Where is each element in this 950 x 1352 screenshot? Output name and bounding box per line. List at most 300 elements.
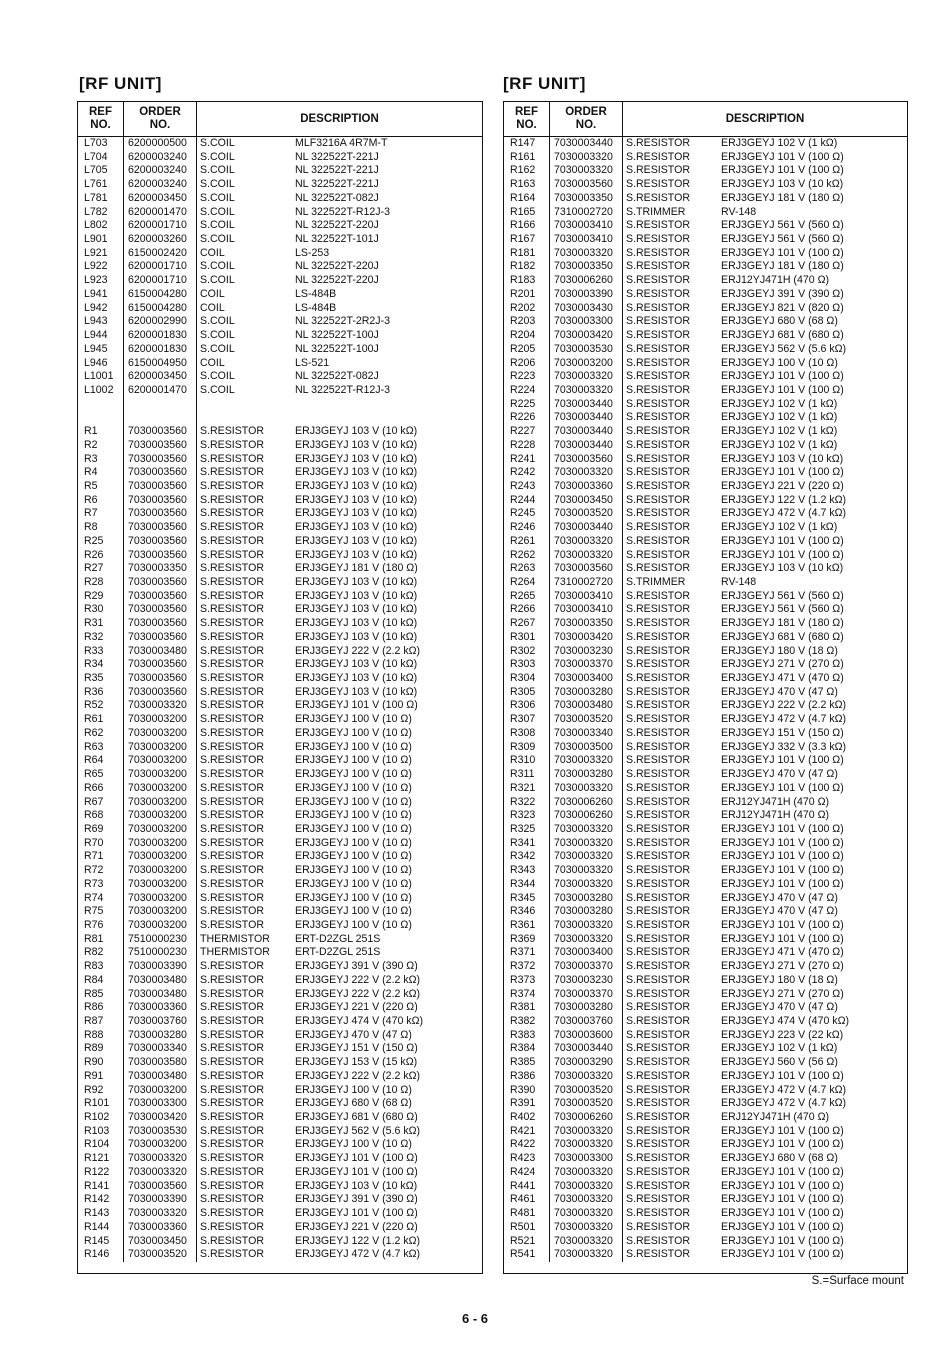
part-type-cell: S.RESISTOR (626, 246, 690, 259)
order-no-cell: 7030003560 (128, 576, 187, 588)
ref-no-cell (84, 411, 123, 425)
part-value-cell: ERJ3GEYJ 470 V (47 Ω) (721, 1001, 838, 1014)
part-type-cell: S.RESISTOR (626, 1220, 690, 1233)
part-type-cell: S.RESISTOR (626, 521, 690, 534)
ref-no-cell: R181 (510, 246, 536, 259)
ref-no-cell: R361 (510, 918, 536, 931)
part-value-cell: ERJ3GEYJ 100 V (10 Ω) (295, 891, 412, 904)
part-value-cell: ERJ3GEYJ 100 V (10 Ω) (295, 768, 412, 781)
part-value-cell: ERJ12YJ471H (470 Ω) (721, 795, 830, 808)
ref-no-cell: R66 (84, 781, 104, 794)
part-type-cell: S.RESISTOR (626, 809, 690, 822)
ref-no-cell: R390 (510, 1083, 536, 1096)
part-value-cell: ERJ3GEYJ 100 V (10 Ω) (295, 864, 412, 877)
part-value-cell: ERJ3GEYJ 101 V (100 Ω) (295, 1207, 418, 1220)
ref-no-cell: L802 (84, 219, 108, 232)
ref-no-cell: L946 (84, 356, 108, 369)
part-value-cell: ERJ3GEYJ 101 V (100 Ω) (721, 850, 844, 863)
order-no-cell: 7030003560 (554, 562, 613, 575)
order-no-cell: 7030006260 (554, 274, 613, 287)
order-no-cell: 7030003200 (128, 822, 187, 835)
order-no-cell: 7030003200 (128, 713, 187, 726)
part-value-cell: ERJ3GEYJ 101 V (100 Ω) (721, 1234, 844, 1247)
part-type-cell: S.RESISTOR (200, 1069, 264, 1082)
ref-no-cell: R383 (510, 1028, 536, 1041)
part-type-cell: S.RESISTOR (626, 795, 690, 808)
ref-no-cell: R25 (84, 534, 104, 547)
part-type-cell: S.RESISTOR (200, 1165, 264, 1178)
part-type-cell: S.RESISTOR (200, 493, 264, 506)
part-type-cell (200, 398, 295, 412)
part-value-cell: LS-484B (295, 287, 337, 300)
order-no-header: ORDER NO. (124, 102, 197, 136)
part-type-cell: S.RESISTOR (626, 548, 690, 561)
ref-no-cell: R481 (510, 1207, 536, 1220)
order-no-cell: 7030003320 (554, 534, 613, 547)
order-no-cell: 7030003200 (128, 740, 187, 753)
part-value-cell: ERJ3GEYJ 474 V (470 kΩ) (721, 1015, 850, 1027)
ref-no-cell: R64 (84, 754, 104, 767)
part-type-cell: S.RESISTOR (200, 1001, 264, 1014)
order-no-cell: 7030003340 (128, 1042, 187, 1055)
part-value-cell: ERJ3GEYJ 180 V (18 Ω) (721, 644, 838, 657)
part-type-cell: S.RESISTOR (626, 1138, 690, 1151)
ref-no-cell: R147 (510, 137, 536, 149)
order-no-cell: 7030003320 (554, 864, 613, 877)
order-no-cell: 7030003200 (128, 809, 187, 822)
order-no-cell: 6200001830 (128, 342, 187, 355)
part-value-cell: ERJ3GEYJ 100 V (10 Ω) (295, 713, 412, 726)
ref-no-cell: R61 (84, 713, 104, 726)
part-value-cell: ERJ3GEYJ 332 V (3.3 kΩ) (721, 740, 847, 753)
part-type-cell: S.RESISTOR (200, 1207, 264, 1220)
ref-no-cell: R65 (84, 768, 104, 781)
part-type-cell: S.RESISTOR (200, 905, 264, 918)
part-type-cell: S.RESISTOR (626, 877, 690, 890)
part-type-cell: S.COIL (200, 383, 235, 396)
order-no-cell: 7030003440 (554, 521, 613, 534)
part-type-cell: S.RESISTOR (626, 356, 690, 369)
part-value-cell: ERJ3GEYJ 181 V (180 Ω) (721, 191, 844, 204)
order-no-cell: 7030003520 (554, 507, 613, 520)
part-type-cell: S.COIL (200, 164, 235, 177)
order-no-cell: 7030003320 (554, 383, 613, 396)
ref-no-cell: L705 (84, 164, 108, 177)
part-value-cell: ERJ3GEYJ 100 V (10 Ω) (295, 740, 412, 753)
part-type-cell: S.RESISTOR (626, 603, 690, 616)
part-value-cell: ERJ3GEYJ 151 V (150 Ω) (295, 1042, 418, 1055)
ref-no-cell: R304 (510, 672, 536, 685)
part-type-cell: S.RESISTOR (200, 1015, 264, 1027)
left-parts-table (77, 101, 483, 1274)
ref-no-cell: R422 (510, 1138, 536, 1151)
order-no-cell: 7030003410 (554, 233, 613, 246)
order-no-cell: 7030003560 (128, 507, 187, 520)
part-value-cell: ERJ3GEYJ 102 V (1 kΩ) (721, 397, 838, 410)
part-value-cell: ERT-D2ZGL 251S (295, 932, 381, 945)
part-value-cell: ERJ3GEYJ 103 V (10 kΩ) (295, 576, 418, 588)
part-type-cell: S.RESISTOR (626, 233, 690, 246)
part-type-cell: S.COIL (200, 329, 235, 342)
ref-no-cell: R5 (84, 479, 98, 492)
ref-no-cell: L922 (84, 260, 108, 273)
part-type-cell: S.RESISTOR (626, 713, 690, 726)
part-type-cell: S.RESISTOR (626, 329, 690, 342)
ref-no-cell: R206 (510, 356, 536, 369)
part-value-cell: NL 322522T-220J (295, 274, 379, 287)
ref-no-cell: R244 (510, 493, 536, 506)
order-no-cell: 7030003320 (554, 1248, 613, 1261)
order-no-cell: 7030003400 (554, 672, 613, 685)
order-no-cell: 7030003450 (554, 493, 613, 506)
order-no-cell: 7030003290 (554, 1056, 613, 1069)
order-no-cell: 7030003320 (128, 1207, 187, 1220)
ref-no-cell: R166 (510, 219, 536, 232)
ref-no-cell: R183 (510, 274, 536, 287)
ref-no-cell: R36 (84, 685, 104, 698)
part-type-cell: S.COIL (200, 205, 235, 218)
order-no-cell: 7030003320 (554, 466, 613, 479)
ref-no-cell: R30 (84, 603, 104, 616)
part-value-cell: ERJ3GEYJ 101 V (100 Ω) (721, 1165, 844, 1178)
part-value-cell: ERJ3GEYJ 101 V (100 Ω) (721, 1220, 844, 1233)
order-no-cell: 7030003200 (128, 918, 187, 931)
ref-no-cell: R27 (84, 562, 104, 575)
part-value-cell: ERJ3GEYJ 180 V (18 Ω) (721, 973, 838, 986)
part-type-cell: S.RESISTOR (626, 411, 690, 424)
part-value-cell: NL 322522T-R12J-3 (295, 205, 391, 218)
part-value-cell: NL 322522T-221J (295, 164, 379, 177)
order-no-cell: 7030003300 (554, 1152, 613, 1165)
part-type-cell: S.COIL (200, 178, 235, 191)
ref-no-cell: R423 (510, 1152, 536, 1165)
order-no-cell: 7030003320 (554, 1165, 613, 1178)
order-no-cell (128, 398, 196, 412)
order-no-cell: 7030003200 (128, 795, 187, 808)
part-value-cell: ERJ3GEYJ 221 V (220 Ω) (295, 1220, 418, 1233)
part-type-cell: S.RESISTOR (626, 768, 690, 781)
part-type-cell: S.RESISTOR (200, 1097, 264, 1110)
part-value-cell: ERJ3GEYJ 271 V (270 Ω) (721, 987, 844, 1000)
ref-no-cell: R308 (510, 726, 536, 739)
part-value-cell: ERJ3GEYJ 103 V (10 kΩ) (721, 178, 844, 191)
ref-no-cell: R341 (510, 836, 536, 849)
part-type-cell: S.RESISTOR (626, 685, 690, 698)
order-no-cell: 7030003560 (128, 548, 187, 561)
part-type-cell: S.RESISTOR (626, 452, 690, 465)
order-no-cell: 6150004280 (128, 287, 187, 300)
order-no-cell: 7030003350 (128, 562, 187, 575)
part-type-cell: S.RESISTOR (626, 315, 690, 328)
part-type-cell: S.COIL (200, 191, 235, 204)
part-type-cell: S.RESISTOR (626, 781, 690, 794)
ref-no-cell: R88 (84, 1028, 104, 1041)
part-value-cell: ERJ3GEYJ 100 V (10 Ω) (295, 726, 412, 739)
part-value-cell: ERJ3GEYJ 102 V (1 kΩ) (721, 411, 838, 424)
ref-no-cell: R26 (84, 548, 104, 561)
part-value-cell: ERJ3GEYJ 101 V (100 Ω) (721, 370, 844, 383)
order-no-cell: 7030003410 (554, 603, 613, 616)
ref-no-cell: L781 (84, 191, 108, 204)
part-value-cell: ERJ3GEYJ 101 V (100 Ω) (721, 836, 844, 849)
order-no-cell: 7030003230 (554, 973, 613, 986)
part-value-cell: ERJ3GEYJ 181 V (180 Ω) (295, 562, 418, 575)
page-number: 6 - 6 (461, 1311, 488, 1326)
ref-no-cell: R87 (84, 1015, 104, 1027)
part-type-cell: S.RESISTOR (200, 603, 264, 616)
part-type-cell: S.RESISTOR (626, 1193, 690, 1206)
ref-no-cell: R342 (510, 850, 536, 863)
order-no-cell: 7030003480 (128, 973, 187, 986)
part-type-cell: S.RESISTOR (626, 425, 690, 438)
order-no-cell: 7030003200 (128, 1138, 187, 1151)
order-no-cell: 6200000500 (128, 137, 187, 149)
ref-no-cell: R63 (84, 740, 104, 753)
order-no-cell: 7030003200 (128, 905, 187, 918)
order-column (550, 137, 623, 1262)
order-no-cell: 7030003560 (128, 658, 187, 671)
order-no-cell: 7030003320 (554, 150, 613, 163)
order-no-cell: 7030003320 (554, 1220, 613, 1233)
part-value-cell: ERJ3GEYJ 101 V (100 Ω) (721, 864, 844, 877)
part-type-cell: S.RESISTOR (200, 864, 264, 877)
part-value-cell: ERJ12YJ471H (470 Ω) (721, 809, 830, 822)
ref-no-cell: R402 (510, 1111, 536, 1124)
part-value-cell: NL 322522T-082J (295, 191, 379, 204)
ref-no-cell: R344 (510, 877, 536, 890)
order-no-cell: 7030003400 (554, 946, 613, 959)
ref-no-cell: R246 (510, 521, 536, 534)
part-type-cell: S.RESISTOR (626, 617, 690, 630)
part-value-cell: ERJ3GEYJ 680 V (68 Ω) (721, 315, 838, 328)
order-no-cell: 7030003760 (554, 1015, 613, 1027)
order-no-cell: 7030003360 (554, 479, 613, 492)
ref-no-cell: R1 (84, 425, 98, 438)
ref-no-cell: R391 (510, 1097, 536, 1110)
part-value-cell: ERJ3GEYJ 472 V (4.7 kΩ) (721, 713, 847, 726)
part-value-cell: ERJ3GEYJ 181 V (180 Ω) (721, 617, 844, 630)
part-type-cell: S.RESISTOR (200, 960, 264, 973)
order-no-cell: 7030003560 (128, 452, 187, 465)
order-no-cell: 7030003410 (554, 219, 613, 232)
ref-no-cell: L943 (84, 315, 108, 328)
order-no-cell: 7030006260 (554, 809, 613, 822)
order-no-cell: 7030003320 (554, 1138, 613, 1151)
part-type-cell: THERMISTOR (200, 946, 270, 959)
part-value-cell: ERJ3GEYJ 680 V (68 Ω) (721, 1152, 838, 1165)
order-no-cell (128, 411, 196, 425)
part-value-cell: ERJ3GEYJ 153 V (15 kΩ) (295, 1056, 418, 1069)
ref-no-cell: R76 (84, 918, 104, 931)
part-type-cell: S.RESISTOR (626, 754, 690, 767)
order-no-cell: 7030003370 (554, 960, 613, 973)
ref-no-cell: R31 (84, 617, 104, 630)
ref-no-cell: R2 (84, 438, 98, 451)
ref-no-cell: R243 (510, 479, 536, 492)
order-no-cell: 7030003360 (128, 1220, 187, 1233)
part-type-cell: S.RESISTOR (626, 260, 690, 273)
ref-no-cell: R71 (84, 850, 104, 863)
part-type-cell: S.RESISTOR (626, 1124, 690, 1137)
part-type-cell: S.COIL (200, 274, 235, 287)
part-value-cell: ERJ3GEYJ 100 V (10 Ω) (295, 905, 412, 918)
part-value-cell: ERJ3GEYJ 474 V (470 kΩ) (295, 1015, 424, 1027)
part-value-cell: ERJ3GEYJ 103 V (10 kΩ) (295, 507, 418, 520)
part-value-cell: ERJ3GEYJ 561 V (560 Ω) (721, 589, 844, 602)
order-no-cell: 7030003410 (554, 589, 613, 602)
ref-no-cell: R68 (84, 809, 104, 822)
order-no-cell: 7510000230 (128, 932, 187, 945)
ref-no-cell: R122 (84, 1165, 110, 1178)
ref-no-cell: R69 (84, 822, 104, 835)
part-type-cell: S.RESISTOR (626, 946, 690, 959)
part-value-cell: ERJ3GEYJ 470 V (47 Ω) (721, 768, 838, 781)
part-value-cell: LS-253 (295, 246, 330, 259)
part-type-cell: S.RESISTOR (626, 1165, 690, 1178)
ref-no-cell: R321 (510, 781, 536, 794)
table-body (78, 137, 482, 1262)
part-type-cell: S.RESISTOR (200, 617, 264, 630)
part-value-cell: ERJ3GEYJ 100 V (10 Ω) (295, 836, 412, 849)
order-no-cell: 7030003320 (554, 1207, 613, 1220)
ref-no-cell: R421 (510, 1124, 536, 1137)
part-value-cell: ERJ3GEYJ 472 V (4.7 kΩ) (721, 507, 847, 520)
part-value-cell: ERJ3GEYJ 101 V (100 Ω) (721, 150, 844, 163)
order-no-cell: 7030003560 (128, 534, 187, 547)
part-type-cell: S.RESISTOR (200, 685, 264, 698)
part-value-cell: ERJ3GEYJ 100 V (10 Ω) (295, 822, 412, 835)
part-value-cell: ERJ3GEYJ 100 V (10 Ω) (295, 918, 412, 931)
part-type-cell: S.COIL (200, 219, 235, 232)
order-no-cell: 7030003200 (128, 768, 187, 781)
part-value-cell: ERJ3GEYJ 222 V (2.2 kΩ) (295, 1069, 421, 1082)
part-type-cell: S.RESISTOR (200, 795, 264, 808)
part-value-cell: ERJ3GEYJ 681 V (680 Ω) (721, 329, 844, 342)
ref-no-cell: R228 (510, 438, 536, 451)
part-type-cell: S.RESISTOR (200, 1248, 264, 1261)
part-value-cell: ERJ3GEYJ 102 V (1 kΩ) (721, 1042, 838, 1055)
order-no-cell: 6150004280 (128, 301, 187, 314)
part-value-cell: ERJ3GEYJ 103 V (10 kΩ) (295, 658, 418, 671)
ref-no-cell: R28 (84, 576, 104, 588)
part-type-cell: S.TRIMMER (626, 205, 686, 218)
order-no-cell: 7030003280 (554, 905, 613, 918)
order-no-cell: 7030003280 (554, 891, 613, 904)
order-no-cell: 7030003200 (128, 850, 187, 863)
order-no-cell: 7030003440 (554, 1042, 613, 1055)
order-no-cell: 6200003240 (128, 150, 187, 163)
part-type-cell: S.RESISTOR (626, 1248, 690, 1261)
part-value-cell: ERJ3GEYJ 821 V (820 Ω) (721, 301, 844, 314)
part-value-cell: ERJ3GEYJ 101 V (100 Ω) (721, 1179, 844, 1192)
ref-no-cell: R501 (510, 1220, 536, 1233)
order-no-cell: 7030003560 (128, 672, 187, 685)
part-value-cell: ERJ3GEYJ 103 V (10 kΩ) (295, 534, 418, 547)
part-value-cell: ERJ3GEYJ 470 V (47 Ω) (295, 1028, 412, 1041)
part-value-cell: ERJ3GEYJ 101 V (100 Ω) (721, 548, 844, 561)
part-type-cell: S.RESISTOR (626, 370, 690, 383)
order-no-cell: 6200001470 (128, 205, 187, 218)
part-type-cell: S.RESISTOR (626, 1001, 690, 1014)
ref-no-cell: R241 (510, 452, 536, 465)
ref-no-cell: R29 (84, 589, 104, 602)
ref-no-cell: R261 (510, 534, 536, 547)
order-no-cell: 6200003240 (128, 164, 187, 177)
part-type-cell: S.RESISTOR (200, 1028, 264, 1041)
order-no-cell: 7510000230 (128, 946, 187, 959)
part-value-cell: ERJ3GEYJ 221 V (220 Ω) (721, 479, 844, 492)
part-value-cell: ERJ3GEYJ 103 V (10 kΩ) (295, 521, 418, 534)
ref-no-cell: L782 (84, 205, 108, 218)
part-value-cell: ERJ3GEYJ 470 V (47 Ω) (721, 905, 838, 918)
part-type-cell: S.RESISTOR (626, 1234, 690, 1247)
part-value-cell: ERJ3GEYJ 101 V (100 Ω) (721, 1207, 844, 1220)
part-type-cell: S.RESISTOR (200, 1083, 264, 1096)
part-type-cell: S.RESISTOR (626, 630, 690, 643)
order-no-cell: 7030003560 (128, 589, 187, 602)
order-no-cell: 6200003450 (128, 370, 187, 383)
part-type-cell: S.RESISTOR (626, 822, 690, 835)
part-value-cell: ERJ3GEYJ 101 V (100 Ω) (295, 1165, 418, 1178)
ref-no-cell: L901 (84, 233, 108, 246)
order-no-cell: 7030003280 (128, 1028, 187, 1041)
part-type-cell: S.RESISTOR (626, 301, 690, 314)
part-value-cell: ERJ3GEYJ 103 V (10 kΩ) (721, 452, 844, 465)
order-no-cell: 7030003320 (554, 548, 613, 561)
order-no-cell: 7030003200 (128, 864, 187, 877)
part-value-cell (295, 411, 482, 425)
part-type-cell: S.RESISTOR (626, 932, 690, 945)
order-no-cell: 7030003480 (128, 644, 187, 657)
ref-no-cell: R32 (84, 630, 104, 643)
part-value-cell: ERJ3GEYJ 102 V (1 kΩ) (721, 425, 838, 438)
order-no-cell: 7030003390 (554, 287, 613, 300)
ref-no-cell: R82 (84, 946, 104, 959)
order-no-cell: 7030003560 (128, 521, 187, 534)
part-type-cell: S.RESISTOR (200, 658, 264, 671)
part-type-cell: S.RESISTOR (200, 630, 264, 643)
part-value-cell: ERJ3GEYJ 271 V (270 Ω) (721, 960, 844, 973)
ref-no-cell: R81 (84, 932, 104, 945)
ref-no-cell: R309 (510, 740, 536, 753)
part-value-cell: ERJ3GEYJ 103 V (10 kΩ) (295, 548, 418, 561)
part-type-cell (200, 411, 295, 425)
right-parts-table (503, 101, 908, 1274)
part-value-cell: ERJ3GEYJ 101 V (100 Ω) (295, 1152, 418, 1165)
ref-no-cell: R103 (84, 1124, 110, 1137)
ref-no-cell: R141 (84, 1179, 110, 1192)
ref-no-cell: R202 (510, 301, 536, 314)
part-type-cell: S.COIL (200, 233, 235, 246)
part-type-cell: S.RESISTOR (200, 740, 264, 753)
part-value-cell: ERJ3GEYJ 222 V (2.2 kΩ) (295, 644, 421, 657)
part-value-cell: ERJ3GEYJ 103 V (10 kΩ) (295, 452, 418, 465)
order-no-cell: 7030003560 (128, 603, 187, 616)
order-no-cell: 7030003440 (554, 397, 613, 410)
part-type-cell: S.RESISTOR (200, 850, 264, 863)
ref-no-cell: L761 (84, 178, 108, 191)
part-value-cell: ERJ3GEYJ 100 V (10 Ω) (295, 1138, 412, 1151)
part-value-cell: ERJ3GEYJ 222 V (2.2 kΩ) (295, 973, 421, 986)
part-type-cell: S.RESISTOR (626, 658, 690, 671)
part-value-cell: MLF3216A 4R7M-T (295, 137, 388, 149)
order-no-cell: 7030003480 (128, 1069, 187, 1082)
order-no-cell: 7030003520 (554, 713, 613, 726)
ref-no-cell: R369 (510, 932, 536, 945)
ref-no-cell: L941 (84, 287, 108, 300)
part-type-cell: S.RESISTOR (626, 466, 690, 479)
part-type-cell: S.RESISTOR (200, 713, 264, 726)
